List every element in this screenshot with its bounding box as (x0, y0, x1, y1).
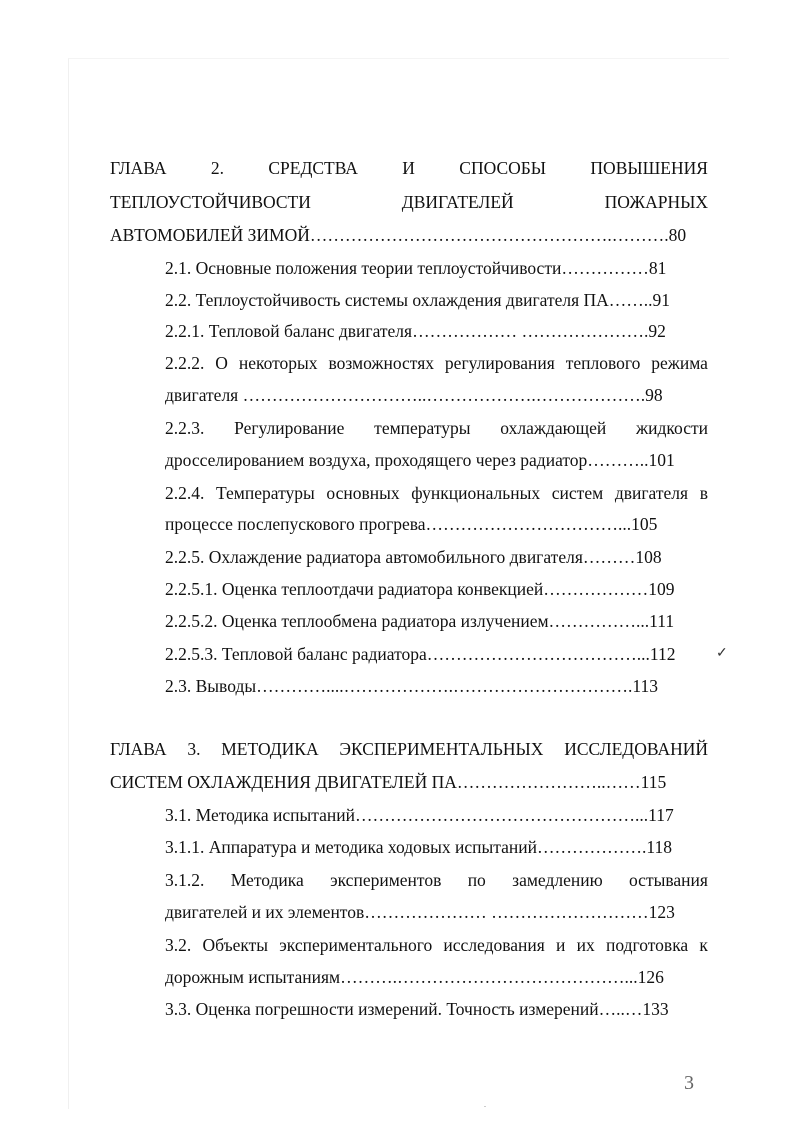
toc-word: подготовка (605, 935, 689, 955)
toc-word: 2.2.3. (165, 418, 205, 438)
toc-entry-2-2-2-line-1 (165, 353, 708, 373)
toc-entry-2-2-5-3: 2.2.5.3. Тепловой баланс радиатора………………………………...112 (165, 644, 676, 664)
toc-entry-2-2-1: 2.2.1. Тепловой баланс двигателя……………… ………………….92 (165, 321, 666, 341)
toc-entry-3-2-line-1 (165, 935, 708, 955)
toc-entry-3-1-2-line-1 (165, 870, 708, 890)
toc-word: экспериментального (279, 935, 433, 955)
toc-word: по (467, 870, 486, 890)
toc-word: МЕТОДИКА (221, 739, 319, 759)
toc-word: ДВИГАТЕЛЕЙ (401, 192, 514, 212)
page-number: 3 (684, 1072, 694, 1094)
toc-word: ПОВЫШЕНИЯ (590, 158, 708, 178)
scan-speck (484, 1106, 486, 1107)
toc-word: основных (326, 483, 400, 503)
toc-word: замедлению (512, 870, 603, 890)
toc-word: ГЛАВА (110, 158, 167, 178)
toc-entry-2-2-4-line-1 (165, 483, 708, 503)
toc-word: исследования (443, 935, 545, 955)
toc-entry-2-2: 2.2. Теплоустойчивость системы охлаждения двигателя ПА……..91 (165, 290, 671, 310)
toc-word: в (699, 483, 708, 503)
toc-chapter-3-line-1 (110, 739, 708, 759)
toc-word: ПОЖАРНЫХ (604, 192, 708, 212)
toc-word: остывания (629, 870, 708, 890)
toc-entry-2-2-3-line-2: дросселированием воздуха, проходящего через радиатор………..101 (165, 450, 675, 470)
toc-entry-2-2-4-line-2: процессе послепускового прогрева……………………………...105 (165, 514, 658, 534)
toc-entry-2-3: 2.3. Выводы…………....……………….………………………….113 (165, 676, 658, 696)
toc-entry-3-1: 3.1. Методика испытаний…………………………………………...117 (165, 805, 674, 825)
toc-word: 2.2.4. (165, 483, 205, 503)
toc-word: 2.2.2. (165, 353, 205, 373)
toc-word: О (215, 353, 228, 373)
toc-word: режима (651, 353, 708, 373)
toc-entry-3-3: 3.3. Оценка погрешности измерений. Точность измерений…..…133 (165, 999, 669, 1019)
toc-entry-3-1-1: 3.1.1. Аппаратура и методика ходовых испытаний……………….118 (165, 837, 672, 857)
toc-chapter-3-line-2: СИСТЕМ ОХЛАЖДЕНИЯ ДВИГАТЕЛЕЙ ПА……………………..……115 (110, 772, 667, 792)
toc-chapter-2-line-3: АВТОМОБИЛЕЙ ЗИМОЙ…………………………………………….……….80 (110, 225, 687, 245)
toc-word: ЭКСПЕРИМЕНТАЛЬНЫХ (339, 739, 544, 759)
toc-word: температуры (374, 418, 471, 438)
toc-word: к (699, 935, 708, 955)
toc-chapter-2-line-1 (110, 158, 708, 178)
toc-entry-2-1: 2.1. Основные положения теории теплоустойчивости……………81 (165, 258, 667, 278)
toc-word: 3.2. (165, 935, 192, 955)
toc-word: 3.1.2. (165, 870, 205, 890)
toc-word: И (402, 158, 415, 178)
toc-word: теплового (565, 353, 641, 373)
toc-word: некоторых (238, 353, 318, 373)
toc-word: Регулирование (234, 418, 345, 438)
margin-check-mark: ✓ (716, 646, 728, 661)
toc-word: охлаждающей (500, 418, 607, 438)
toc-word: функциональных (411, 483, 541, 503)
toc-entry-2-2-3-line-1 (165, 418, 708, 438)
toc-word: систем (551, 483, 604, 503)
toc-word: СПОСОБЫ (459, 158, 547, 178)
toc-word: СРЕДСТВА (268, 158, 358, 178)
toc-entry-2-2-5-1: 2.2.5.1. Оценка теплоотдачи радиатора конвекцией………………109 (165, 579, 675, 599)
toc-word: Объекты (202, 935, 269, 955)
toc-word: экспериментов (330, 870, 442, 890)
toc-word: 3. (187, 739, 201, 759)
toc-word: Температуры (216, 483, 315, 503)
toc-entry-3-2-line-2: дорожным испытаниям……….…………………………………...126 (165, 967, 664, 987)
toc-entry-2-2-2-line-2: двигателя …………………………..……………….……………….98 (165, 385, 663, 405)
toc-word: возможностях (328, 353, 435, 373)
toc-entry-2-2-5-2: 2.2.5.2. Оценка теплообмена радиатора излучением……………...111 (165, 611, 675, 631)
toc-word: ГЛАВА (110, 739, 167, 759)
toc-word: 2. (210, 158, 224, 178)
toc-word: ИССЛЕДОВАНИЙ (564, 739, 708, 759)
toc-word: регулирования (444, 353, 555, 373)
toc-word: ТЕПЛОУСТОЙЧИВОСТИ (110, 192, 311, 212)
toc-word: жидкости (636, 418, 708, 438)
toc-chapter-2-line-2 (110, 192, 708, 212)
toc-word: двигателя (614, 483, 689, 503)
toc-word: Методика (230, 870, 304, 890)
toc-word: их (576, 935, 595, 955)
toc-word: и (556, 935, 566, 955)
toc-entry-3-1-2-line-2: двигателей и их элементов………………… ………………………123 (165, 902, 675, 922)
toc-entry-2-2-5: 2.2.5. Охлаждение радиатора автомобильного двигателя………108 (165, 547, 662, 567)
